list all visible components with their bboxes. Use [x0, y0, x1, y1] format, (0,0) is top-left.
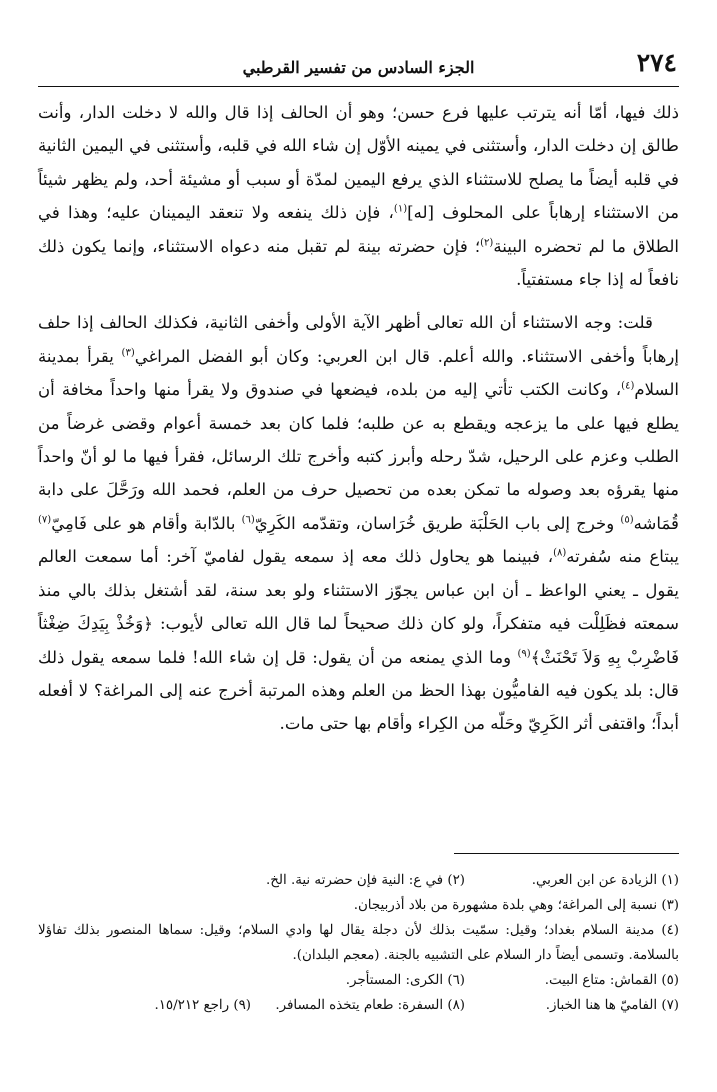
text-run: قلت: وجه الاستثناء أن الله تعالى أظهر الآية الأولى وأخفى الثانية، فكذلك الحالف إذا حلف إرهاباً وأخفى الاستثناء. والله أعلم. قال ابن العربي: وكان أبو الفضل المراغي [38, 313, 679, 366]
footnote-7: (٧) الفاميّ ها هنا الخباز. [545, 998, 679, 1013]
footnote-ref: (٣) [121, 347, 135, 359]
text-run: وخرج إلى باب الحَلْبَة طريق خُرَاسان، وتقدّمه الكَرِيّ [254, 513, 621, 533]
footnote-ref: (٩) [517, 647, 531, 659]
page-header [38, 46, 679, 87]
footnote-3: (٣) نسبة إلى المراغة؛ وهي بلدة مشهورة من بلاد أذربيجان. [353, 898, 679, 913]
footnotes [38, 868, 679, 1018]
paragraph-2 [38, 306, 679, 740]
footnote-ref: (٥) [620, 514, 634, 526]
footnote-5: (٥) القماش: متاع البيت. [544, 973, 679, 988]
text-run: يبتاع منه سُفرته [566, 547, 679, 567]
footnote-ref: (٧) [38, 514, 52, 526]
text-run: ذلك فيها، أمّا أنه يترتب عليها فرع حسن؛ وهو أن الحالف إذا قال والله لا دخلت الدار، وأنت طالق إن دخلت الدار، وأستثنى في يمينه الأوّل إن شاء الله في قلبه، وأستثنى في اليمين الثانية في قلبه أيضاً ما يصلح للاستثناء الذي يرفع اليمين لمدّة أو سبب أو مشيئة أحد، ولم يظهر شيئاً من الاستثناء إرهاباً على المحلوف [له] [38, 103, 679, 223]
footnote-4: (٤) مدينة السلام بغداد؛ وقيل: سمّيت بذلك لأن دجلة يقال لها وادي السلام؛ وقيل: سماها المنصور بذلك تفاؤلا بالسلامة. وتسمى أيضاً دار السلام على التشبيه بالجنة. (معجم البلدان). [38, 923, 679, 963]
footnote-8: (٨) السفرة: طعام يتخذه المسافر. [275, 998, 465, 1013]
footnote-2: (٢) في ع: النية فإن حضرته نية. الخ. [266, 873, 465, 888]
footnote-separator [454, 853, 679, 854]
text-run: ، فبينما هو يحاول ذلك معه إذ سمعه يقول لفاميّ آخر: أما سمعت العالم يقول ـ يعني الواعظ ـ أن ابن عباس يجوّز الاستثناء ولو بعد سنة، لقد أشتغل بذلك بالي منذ سمعته فظَلِلْت فيه متفكراً، ولو كان ذلك صحيحاً لما قال الله تعالى لأيوب: ﴿وَخُذْ بِيَدِكَ ضِغْثاً فَاضْرِبْ بِهِ وَلاَ تَحْنَثْ﴾ [38, 547, 679, 667]
footnote-row [38, 868, 679, 893]
text-run: ، وكانت الكتب تأتي إليه من بلده، فيضعها في صندوق ولا يقرأ منها واحداً مخافة أن يطلع فيها على ما يزعجه ويقطع به عن طلبه؛ فلما كان بعد خمسة أعوام وقضى غرضاً من الطلب وعزم على الرحيل، شدّ رحله وأبرز كتبه وأخرج تلك الرسائل، فقرأ فيها ما لو أنّ واحداً منها يقرؤه بعد وصوله ما تمكن بعده من تحصيل حرف من العلم، فحمد الله ورَحَّلَ على دابة قُمَاشه [38, 380, 679, 533]
footnote-6: (٦) الكرى: المستأجر. [345, 973, 465, 988]
text-run: وما الذي يمنعه من أن يقول: قل إن شاء الله! فلما سمعه يقول ذلك قال: بلد يكون فيه الفاميُّون بهذا الحظ من العلم وهذه المرتبة أخرج عنه إلى المراغة؟ لا أفعله أبداً؛ واقتفى أثر الكَرِيّ وحَلّه من الكِراء وأقام بها حتى مات. [38, 647, 679, 734]
page-number: ٢٧٤ [636, 48, 677, 77]
paragraph-1 [38, 96, 679, 296]
footnote-ref: (٨) [553, 547, 567, 559]
running-title: الجزء السادس من تفسير القرطبي [242, 58, 475, 77]
footnote-ref: (٤) [621, 380, 635, 392]
footnote-1: (١) الزيادة عن ابن العربي. [531, 873, 679, 888]
text-run: ؛ فإن حضرته بينة لم تقبل منه دعواه الاستثناء، وإنما يكون ذلك نافعاً له إذا جاء مستفتياً. [38, 236, 679, 290]
text-run: يقرأ بمدينة السلام [38, 346, 679, 400]
footnote-row [38, 993, 679, 1018]
footnote-ref: (١) [393, 203, 408, 215]
footnote-row [38, 968, 679, 993]
footnote-9: (٩) راجع ١٥/٢١٢. [154, 998, 251, 1013]
footnote-ref: (٢) [480, 237, 494, 249]
footnote-ref: (٦) [241, 514, 255, 526]
text-run: بالدّابة وأقام هو على فَامِيّ [51, 513, 242, 533]
body-text [38, 96, 679, 751]
text-run: ، فإن ذلك ينفعه ولا تنعقد اليمينان عليه؛ وهذا في الطلاق ما لم تحضره البينة [38, 203, 679, 256]
